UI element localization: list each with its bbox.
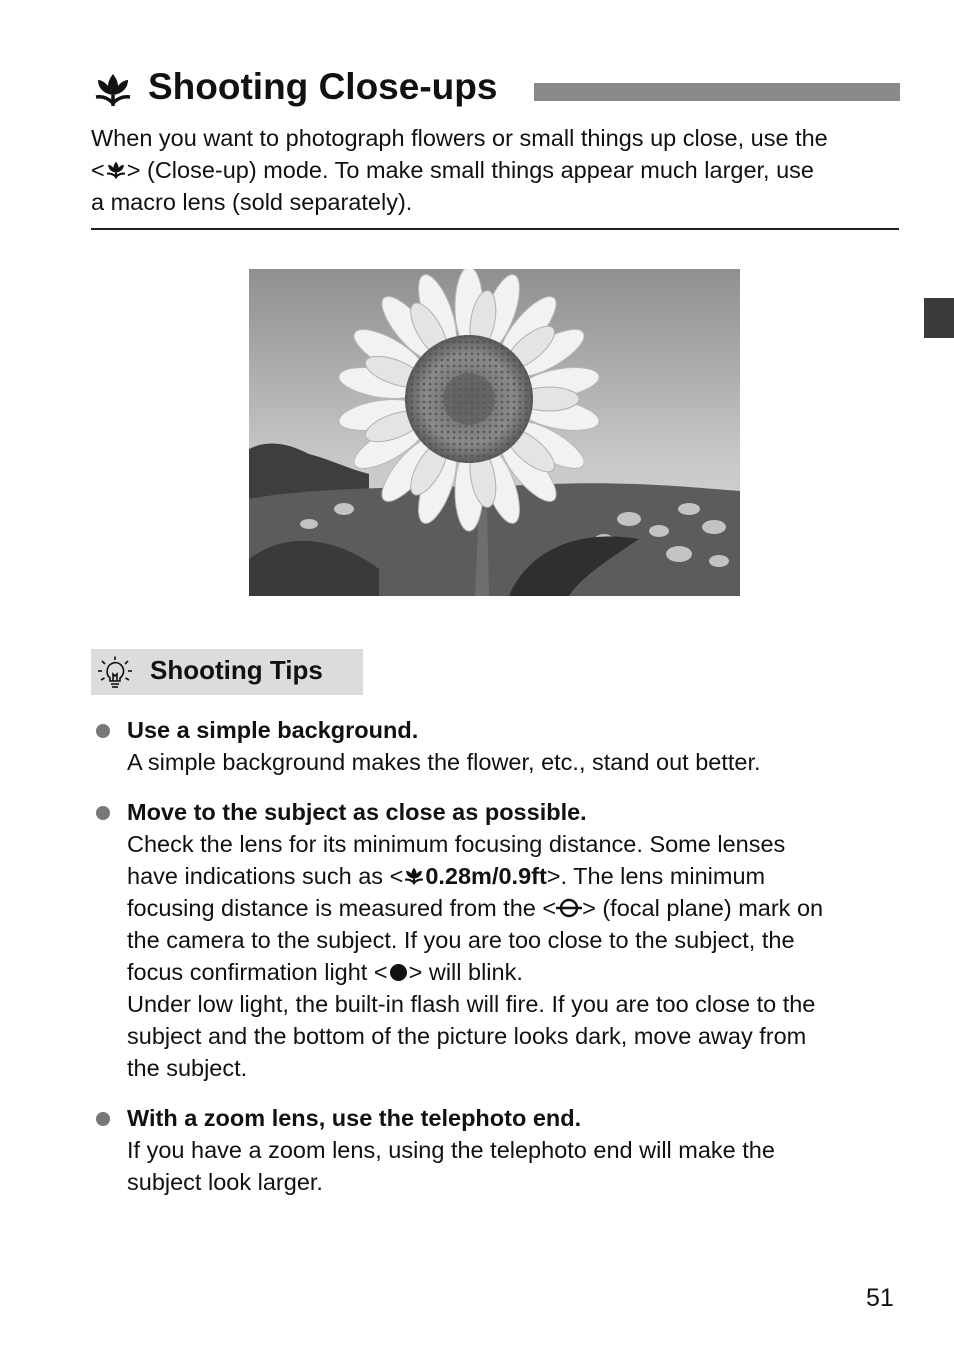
- lightbulb-icon: [97, 656, 133, 690]
- tip-text-segment: >. The lens minimum: [546, 863, 766, 889]
- tip-text: the subject.: [127, 1055, 248, 1081]
- page-number: 51: [866, 1284, 894, 1312]
- closeup-flower-icon: [92, 70, 134, 110]
- tip-text-segment: focusing distance is measured from the <: [127, 895, 557, 921]
- tip-item: [96, 714, 896, 778]
- tip-text-segment: > will blink.: [408, 959, 523, 985]
- shooting-tips-heading: Shooting Tips: [150, 655, 323, 685]
- closeup-flower-icon: [105, 159, 127, 181]
- intro-line: [91, 154, 901, 186]
- tip-text: subject look larger.: [127, 1169, 323, 1195]
- bullet-icon: [96, 806, 110, 820]
- tip-item: [96, 796, 896, 1084]
- tip-text: A simple background makes the flower, etc., stand out better.: [127, 749, 761, 775]
- bullet-icon: [96, 1112, 110, 1126]
- bullet-icon: [96, 724, 110, 738]
- intro-paragraph: [91, 122, 901, 218]
- tip-text: the camera to the subject. If you are too close to the subject, the: [127, 927, 795, 953]
- tip-text-segment: have indications such as <: [127, 863, 404, 889]
- chapter-tab-marker: [924, 298, 954, 338]
- shooting-tips-header: [91, 649, 363, 695]
- tip-item: [96, 1102, 896, 1198]
- tip-title: Move to the subject as close as possible.: [127, 799, 587, 825]
- tip-text: [127, 860, 896, 892]
- tip-text: If you have a zoom lens, using the telephoto end will make the: [127, 1137, 775, 1163]
- section-divider: [91, 228, 899, 230]
- tip-title: Use a simple background.: [127, 717, 419, 743]
- sunflower-photo: [249, 269, 740, 596]
- tip-text: [127, 956, 896, 988]
- tip-text: Under low light, the built-in flash will fire. If you are too close to the: [127, 991, 816, 1017]
- tip-title: With a zoom lens, use the telephoto end.: [127, 1105, 582, 1131]
- intro-line: a macro lens (sold separately).: [91, 189, 413, 215]
- tip-text: subject and the bottom of the picture looks dark, move away from: [127, 1023, 807, 1049]
- focus-confirmation-dot-icon: [390, 964, 407, 981]
- intro-text: <: [91, 157, 105, 183]
- tip-text: Check the lens for its minimum focusing distance. Some lenses: [127, 831, 786, 857]
- min-focus-distance: 0.28m/0.9ft: [425, 863, 547, 889]
- focal-plane-icon: [556, 897, 582, 919]
- page-title: Shooting Close-ups: [148, 66, 498, 107]
- intro-line: When you want to photograph flowers or small things up close, use the: [91, 125, 828, 151]
- closeup-flower-icon: [403, 865, 425, 887]
- sunflower-illustration: [249, 269, 740, 596]
- tip-text: [127, 892, 896, 924]
- title-decorative-bar: [534, 83, 900, 101]
- tip-text-segment: > (focal plane) mark on: [582, 895, 824, 921]
- intro-text: > (Close-up) mode. To make small things appear much larger, use: [126, 157, 815, 183]
- tip-text-segment: focus confirmation light <: [127, 959, 388, 985]
- page-title-row: [92, 62, 900, 112]
